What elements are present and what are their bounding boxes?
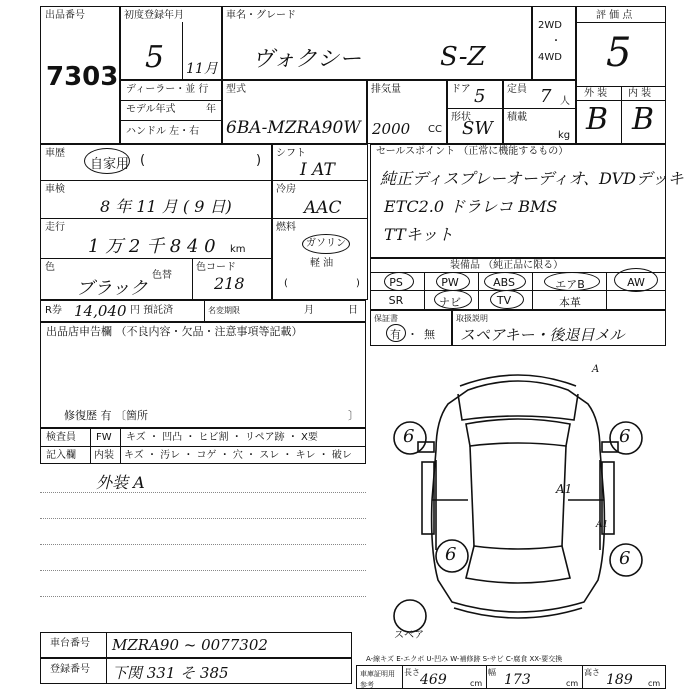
door-line: [447, 108, 503, 109]
car-diagram: [370, 350, 666, 640]
width-label: 幅: [488, 668, 496, 677]
tire-fl-value: 6: [403, 426, 415, 447]
score-line: [576, 22, 666, 23]
month-label: 月: [304, 305, 314, 316]
frame-hw: MZRA90 ~ 0077302: [112, 636, 268, 654]
eq-leather: 本革: [559, 296, 581, 309]
warranty-label: 保証書: [374, 314, 398, 323]
width-hw: 173: [504, 672, 531, 688]
inspector-label: 検査員: [46, 432, 76, 443]
color-hw: ブラック: [76, 278, 148, 299]
capacity-label: 定員: [507, 84, 527, 95]
eq-aw: AW: [627, 276, 645, 289]
person-unit: 人: [560, 96, 570, 107]
rear-bumper: [454, 608, 582, 618]
eq-navi-circle: [434, 290, 472, 309]
height-label: 高さ: [584, 668, 600, 677]
score-hw: 5: [606, 30, 632, 76]
dot-line3: [40, 544, 366, 545]
type-hw: 6BA-MZRA90W: [226, 118, 361, 138]
exterior-hw: B: [586, 102, 609, 137]
color-label: 色: [45, 262, 55, 273]
ac-hw: AAC: [304, 198, 342, 218]
fw-codes: キズ ・ 凹凸 ・ ヒビ割 ・ リペア跡 ・ X要: [126, 432, 318, 443]
eq-tv: TV: [496, 294, 512, 307]
interior-codes: キズ ・ 汚レ ・ コゲ ・ 穴 ・ スレ ・ キレ ・ 破レ: [124, 450, 352, 461]
length-cm: cm: [470, 679, 483, 688]
capacity-line: [503, 108, 576, 109]
eq-ps-circle: [384, 272, 414, 291]
shape-hw: SW: [462, 118, 493, 139]
fuel-gasoline: ガソリン: [306, 238, 346, 249]
equipment-label: 装備品 （純正品に限る）: [450, 260, 564, 271]
day-label: 日: [348, 305, 358, 316]
model-year-suffix: 年: [206, 104, 216, 115]
dot-line1: [40, 492, 366, 493]
mid-line2: [272, 218, 368, 219]
sales-line2: ETC2.0 ドラレコ BMS: [384, 197, 558, 216]
sales-label: セールスポイント （正常に機能するもの）: [376, 146, 569, 157]
history-paren-close: ): [256, 153, 262, 168]
eq-tv-circle: [490, 290, 524, 309]
mid-line1: [272, 180, 368, 181]
interior-hw: B: [632, 102, 655, 137]
inspection-hw: 8 年 11 月 ( 9 日): [100, 197, 232, 216]
warranty-value: 有・無: [390, 328, 441, 341]
left-line3: [40, 258, 272, 259]
door-label: ドア: [451, 84, 471, 95]
mark-a-front: A: [592, 364, 600, 375]
roof-line-left: [470, 446, 474, 546]
eq-abs: ABS: [493, 276, 515, 289]
record-label: 記入欄: [46, 450, 76, 461]
repair-bracket-close: 〕: [348, 409, 359, 422]
dot-line2: [40, 518, 366, 519]
interior-label: 内 装: [628, 88, 652, 99]
eq-aw-circle: [614, 268, 658, 292]
roof-line-right: [562, 446, 566, 546]
car-name-label: 車名・グレード: [226, 10, 296, 21]
fw-label: FW: [96, 432, 112, 443]
drive-2wd: 2WD: [538, 20, 562, 31]
mileage-hw: 1 万 2 千 8 4 0: [88, 236, 216, 257]
eq-line2: [370, 290, 666, 291]
history-paren-open: (: [140, 153, 146, 168]
sales-line1: 純正ディスプレーオーディオ、DVDデッキ: [380, 169, 684, 188]
frame-label: 車台番号: [50, 638, 90, 649]
width-cm: cm: [566, 679, 579, 688]
spare-tire: [394, 600, 426, 632]
eq-v4: [606, 272, 607, 310]
kg-unit: kg: [558, 130, 571, 141]
inspector-v1: [90, 428, 91, 464]
dealer-line1: [120, 100, 222, 101]
fuel-paren-open: (: [284, 278, 288, 289]
recycle-hw: 14,040: [74, 302, 127, 320]
name-change-label: 名変期限: [208, 306, 240, 315]
repair-label: 修復歴 有 〔箇所: [64, 409, 148, 422]
note-hw: 外装 A: [96, 473, 145, 492]
displacement-hw: 2000: [372, 120, 411, 138]
shape-label: 形状: [451, 112, 471, 123]
color-divider: [192, 258, 193, 300]
inspector-v2: [120, 428, 121, 464]
eq-pw-circle: [436, 272, 470, 291]
eq-navi: ナビ: [439, 296, 461, 309]
eq-airbag-circle: [544, 272, 600, 291]
mileage-label: 走行: [45, 222, 65, 233]
plate-hw: 下関 331 そ 385: [112, 664, 229, 682]
declaration-label: 出品店申告欄 （不良内容・欠品・注意事項等記載）: [46, 325, 303, 338]
score-label: 評 価 点: [596, 10, 633, 21]
displacement-label: 排気量: [371, 84, 401, 95]
cc-unit: CC: [428, 124, 442, 135]
left-line1: [40, 180, 272, 181]
sales-line3: TTキット: [384, 225, 454, 244]
reg-month-hw: 11月: [186, 61, 218, 77]
eq-sr: SR: [388, 294, 404, 307]
cert-v1: [402, 665, 403, 689]
windshield: [466, 419, 570, 446]
exterior-label: 外 装: [584, 88, 608, 99]
color-code-hw: 218: [214, 274, 245, 293]
spare-label: スペア: [394, 630, 424, 641]
fuel-diesel: 軽 油: [310, 258, 334, 269]
eq-airbag: エアB: [555, 278, 585, 291]
shift-label: シフト: [276, 148, 306, 159]
left-line2: [40, 218, 272, 219]
plate-label: 登録番号: [50, 664, 90, 675]
mark-a1-rear: A1: [596, 520, 609, 530]
fuel-paren-close: ): [356, 278, 360, 289]
shift-hw: I AT: [300, 160, 335, 180]
tire-rr-value: 6: [619, 548, 631, 569]
recycle-suffix: 円 預託済: [130, 305, 174, 316]
height-cm: cm: [648, 679, 661, 688]
inspection-label: 車検: [45, 184, 65, 195]
height-hw: 189: [606, 672, 633, 688]
fuel-label: 燃料: [276, 222, 296, 233]
eq-pw: PW: [441, 276, 459, 289]
ac-label: 冷房: [276, 184, 296, 195]
color-change-label: 色替: [152, 270, 172, 281]
dot-line5: [40, 596, 366, 597]
length-hw: 469: [420, 672, 447, 688]
model-year-label: モデル年式: [126, 104, 176, 115]
dot-line4: [40, 570, 366, 571]
door-hw: 5: [474, 86, 486, 107]
mark-a1-side: A1: [556, 482, 573, 496]
legend: A-線キズ E-エクボ U-凹み W-補修跡 S-サビ C-腐食 XX-要交換: [366, 655, 563, 663]
capacity-hw: 7: [540, 86, 552, 107]
eq-v1: [424, 272, 425, 310]
cert-v3: [582, 665, 583, 689]
cert-v2: [486, 665, 487, 689]
recycle-label: R券: [45, 305, 62, 316]
car-name-hw: ヴォクシー: [252, 47, 362, 72]
lot-label: 出品番号: [45, 10, 85, 21]
color-code-label: 色コード: [196, 262, 236, 273]
eq-v3: [532, 272, 533, 310]
lot-number: 7303: [46, 62, 119, 92]
hood-line: [458, 394, 578, 420]
history-label: 車歴: [45, 148, 65, 159]
load-label: 積載: [507, 112, 527, 123]
cert-label: 車庫証明用参考: [360, 670, 395, 689]
eq-ps: PS: [389, 276, 403, 289]
eq-v2: [478, 272, 479, 310]
drive-dot: ・: [551, 36, 561, 47]
eq-abs-circle: [484, 272, 526, 291]
interior-short-label: 内装: [94, 450, 114, 461]
tire-fr-value: 6: [619, 426, 631, 447]
reg-year-hw: 5: [145, 40, 165, 75]
reg-divider: [182, 22, 183, 80]
length-label: 長さ: [404, 668, 420, 677]
inspector-line: [40, 446, 366, 447]
tools-hw: スペアキー・後退目メル: [460, 326, 625, 344]
score-vline: [621, 86, 622, 144]
dealer-label: ディーラー・並 行: [126, 84, 209, 95]
tools-label: 取扱説明: [456, 314, 488, 323]
handle-label: ハンドル 左・右: [126, 126, 200, 137]
rear-window: [466, 546, 570, 583]
reg-year-label: 初度登録年月: [124, 10, 184, 21]
tire-rl-value: 6: [445, 544, 457, 565]
drive-4wd: 4WD: [538, 52, 562, 63]
grade-hw: S-Z: [440, 42, 486, 72]
dealer-line2: [120, 120, 222, 121]
type-label: 型式: [226, 84, 246, 95]
recycle-divider: [204, 300, 205, 322]
km-unit: km: [230, 244, 246, 255]
history-value: 自家用: [90, 157, 130, 172]
